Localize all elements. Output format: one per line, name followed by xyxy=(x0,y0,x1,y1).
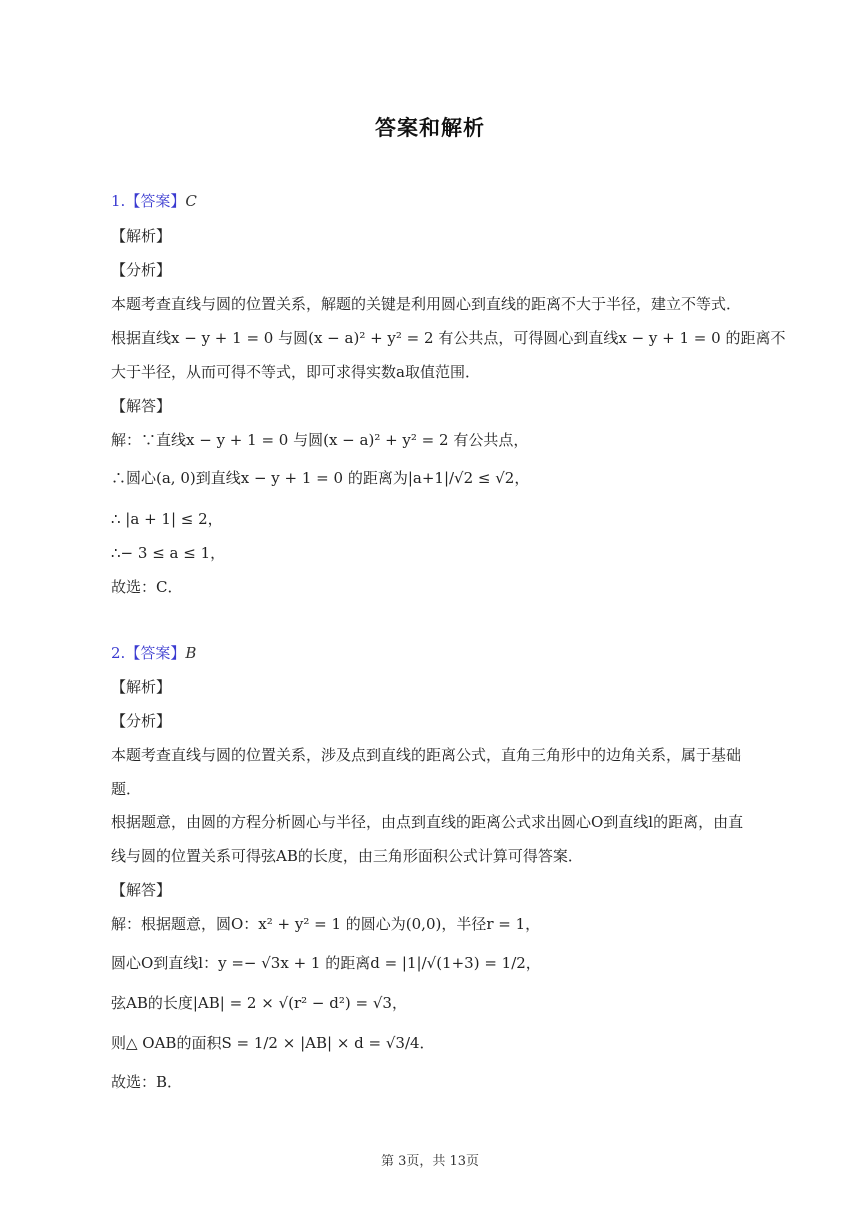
solution-line: ∴圆心(a, 0)到直线x − y + 1 = 0 的距离为|a+1|/√2 ≤ √2， xyxy=(111,469,530,487)
answer-tag: 【答案】 xyxy=(125,644,186,662)
solution-line: 解：根据题意，圆O：x² + y² = 1 的圆心为(0,0)，半径r = 1， xyxy=(111,915,541,933)
analysis-line: 本题考查直线与圆的位置关系，解题的关键是利用圆心到直线的距离不大于半径，建立不等式． xyxy=(111,295,742,313)
question-number: 2. xyxy=(111,644,126,662)
jieda-label: 【解答】 xyxy=(111,881,172,899)
analysis-line: 大于半径，从而可得不等式，即可求得实数a取值范围． xyxy=(111,363,480,381)
solution-line: ∴ |a + 1| ≤ 2， xyxy=(111,510,223,528)
solution-line: 圆心O到直线l：y =− √3x + 1 的距离d = |1|/√(1+3) = 1/2， xyxy=(111,954,541,972)
analysis-line: 线与圆的位置关系可得弦AB的长度，由三角形面积公式计算可得答案． xyxy=(111,847,583,865)
question-number: 1. xyxy=(111,192,126,210)
solution-line: 弦AB的长度|AB| = 2 × √(r² − d²) = √3， xyxy=(111,994,407,1012)
page-footer: 第 3页，共 13页 xyxy=(380,1154,480,1169)
page-title: 答案和解析 xyxy=(375,116,485,140)
solution-line: 故选：C． xyxy=(111,578,183,596)
analysis-line: 本题考查直线与圆的位置关系，涉及点到直线的距离公式，直角三角形中的边角关系，属于基础 xyxy=(111,746,742,764)
question-1-header xyxy=(111,190,197,211)
analysis-line: 根据题意，由圆的方程分析圆心与半径，由点到直线的距离公式求出圆心O到直线l的距离，由直 xyxy=(111,813,744,831)
solution-line: ∴− 3 ≤ a ≤ 1， xyxy=(111,544,226,562)
question-2-header xyxy=(111,642,196,663)
answer-value: C xyxy=(185,192,197,210)
answer-tag: 【答案】 xyxy=(125,192,186,210)
fenxi-label: 【分析】 xyxy=(111,712,172,730)
solution-line: 故选：B． xyxy=(111,1073,183,1091)
jiexi-label: 【解析】 xyxy=(111,678,172,696)
jiexi-label: 【解析】 xyxy=(111,227,172,245)
solution-line: 解：∵直线x − y + 1 = 0 与圆(x − a)² + y² = 2 有公共点， xyxy=(111,431,529,449)
jieda-label: 【解答】 xyxy=(111,397,172,415)
solution-line: 则△ OAB的面积S = 1/2 × |AB| × d = √3/4． xyxy=(111,1034,435,1052)
analysis-line: 题． xyxy=(111,780,142,798)
fenxi-label: 【分析】 xyxy=(111,261,172,279)
answer-value: B xyxy=(185,644,197,662)
analysis-line: 根据直线x − y + 1 = 0 与圆(x − a)² + y² = 2 有公共点，可得圆心到直线x − y + 1 = 0 的距离不 xyxy=(111,329,786,347)
